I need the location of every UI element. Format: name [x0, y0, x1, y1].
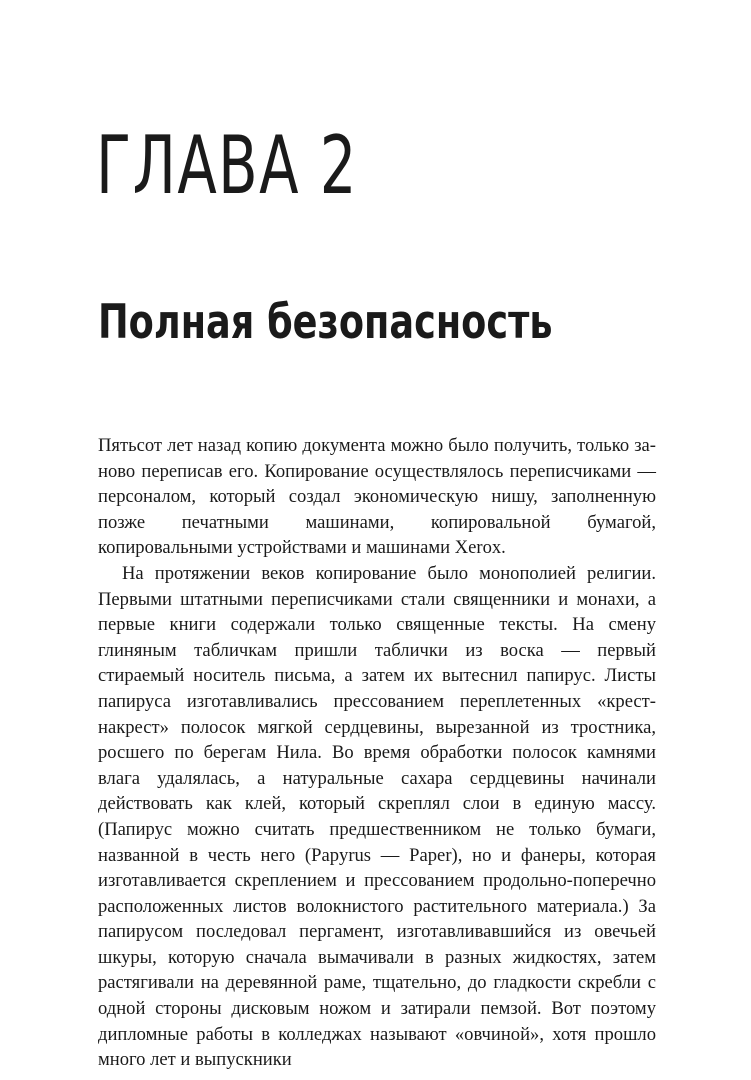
- chapter-number: ГЛАВА 2: [96, 119, 358, 212]
- body-text: [98, 433, 656, 1073]
- chapter-title: Полная безопасность: [98, 295, 553, 350]
- paragraph-2: На протяжении веков копирование было монополией религии. Первыми штатными переписчиками стали священники и монахи, а первые книги содержали только священные тексты. На смену глиняным табличкам пришли таблички из воска — первый стираемый носитель письма, а затем их вытеснил папирус. Листы папируса изготавливались прессованием переплетенных «крест-накрест» полосок мягкой сердцевины, вырезанной из тростника, росшего по берегам Нила. Во время обработки полосок камнями влага удалялась, а натуральные сахара сердцевины начинали действовать как клей, который скреплял слои в единую массу. (Папирус можно считать предшественником не только бумаги, названной в честь него (Papyrus — Paper), но и фанеры, которая изготавливается скреплением и прессованием продольно-поперечно расположенных листов волокнистого растительного материала.) За папирусом последовал пергамент, изготавливавшийся из овечьей шкуры, которую сначала вымачивали в разных жидкостях, затем растягивали на деревянной раме, тщательно, до гладкости скребли с одной стороны дисковым ножом и затирали пемзой. Вот поэтому дипломные работы в колледжах называют «овчиной», хотя прошло много лет и выпускники: [98, 562, 656, 1071]
- paragraph-1: Пятьсот лет назад копию документа можно было получить, только заново переписав его. Копирование осуществлялось переписчиками — персоналом, который создал экономическую нишу, заполненную позже печатными машинами, копировальной бумагой, копировальными устройствами и машинами Xerox.: [98, 435, 656, 559]
